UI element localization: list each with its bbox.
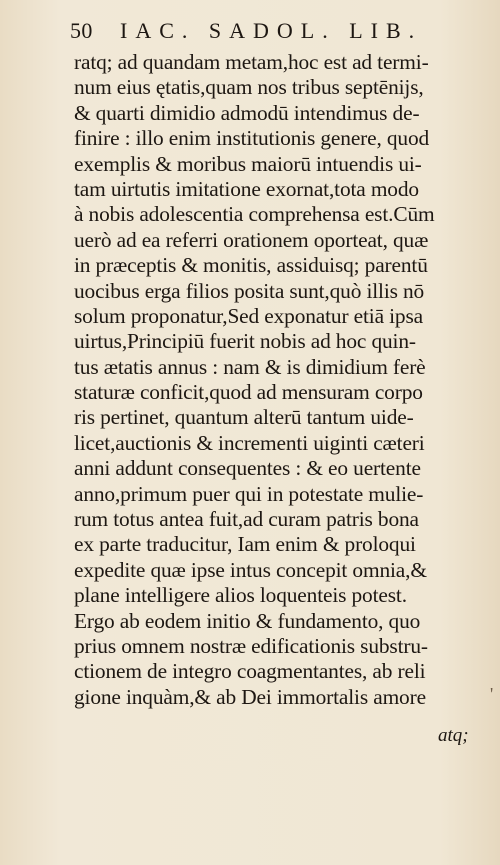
text-line: uerò ad ea referri orationem oporteat, quæ	[74, 227, 429, 252]
text-line: Ergo ab eodem initio & fundamento, quo	[74, 608, 421, 633]
page-header	[70, 18, 490, 48]
text-line: tus ætatis annus : nam & is dimidium ferè	[74, 354, 426, 379]
text-line: exemplis & moribus maiorū intuendis ui-	[74, 151, 422, 176]
body-text	[74, 50, 486, 710]
text-line: ratq; ad quandam metam,hoc est ad termi-	[74, 50, 429, 74]
text-line: tam uirtutis imitatione exornat,tota modo	[74, 176, 419, 201]
text-line: rum totus antea fuit,ad curam patris bona	[74, 507, 419, 532]
text-line: expedite quæ ipse intus concepit omnia,&	[74, 557, 427, 582]
text-line: num eius ętatis,quam nos tribus septēnijs,	[74, 75, 424, 100]
text-line: plane intelligere alios loquenteis potest.	[74, 583, 407, 608]
text-line: anni addunt consequentes : & eo uertente	[74, 456, 421, 481]
text-line: uirtus,Principiū fuerit nobis ad hoc quin-	[74, 329, 416, 354]
catchword: atq;	[438, 725, 469, 746]
text-line: solum proponatur,Sed exponatur etiā ipsa	[74, 303, 423, 328]
text-line: licet,auctionis & incrementi uiginti cæteri	[74, 430, 425, 455]
text-line: prius omnem nostræ edificationis substru-	[74, 633, 428, 658]
text-line: ctionem de integro coagmentantes, ab reli	[74, 659, 426, 684]
text-line: & quarti dimidio admodū intendimus de-	[74, 100, 420, 125]
page-number: 50	[70, 18, 93, 43]
text-line: gione inquàm,& ab Dei immortalis amore	[74, 684, 426, 709]
text-line: ris pertinet, quantum alterū tantum uide-	[74, 405, 414, 430]
margin-mark: '	[490, 684, 494, 704]
running-head: IAC. SADOL. LIB.	[120, 18, 423, 43]
text-line: anno,primum puer qui in potestate mulie-	[74, 481, 424, 506]
text-line: à nobis adolescentia comprehensa est.Cūm	[74, 202, 435, 227]
text-line: staturæ conficit,quod ad mensuram corpo	[74, 380, 423, 405]
text-line: uocibus erga filios posita sunt,quò illis nō	[74, 278, 425, 303]
text-line: in præceptis & monitis, assiduisq; parentū	[74, 253, 428, 278]
text-line: finire : illo enim institutionis genere, quod	[74, 126, 430, 151]
text-line: ex parte traducitur, Iam enim & proloqui	[74, 532, 416, 557]
